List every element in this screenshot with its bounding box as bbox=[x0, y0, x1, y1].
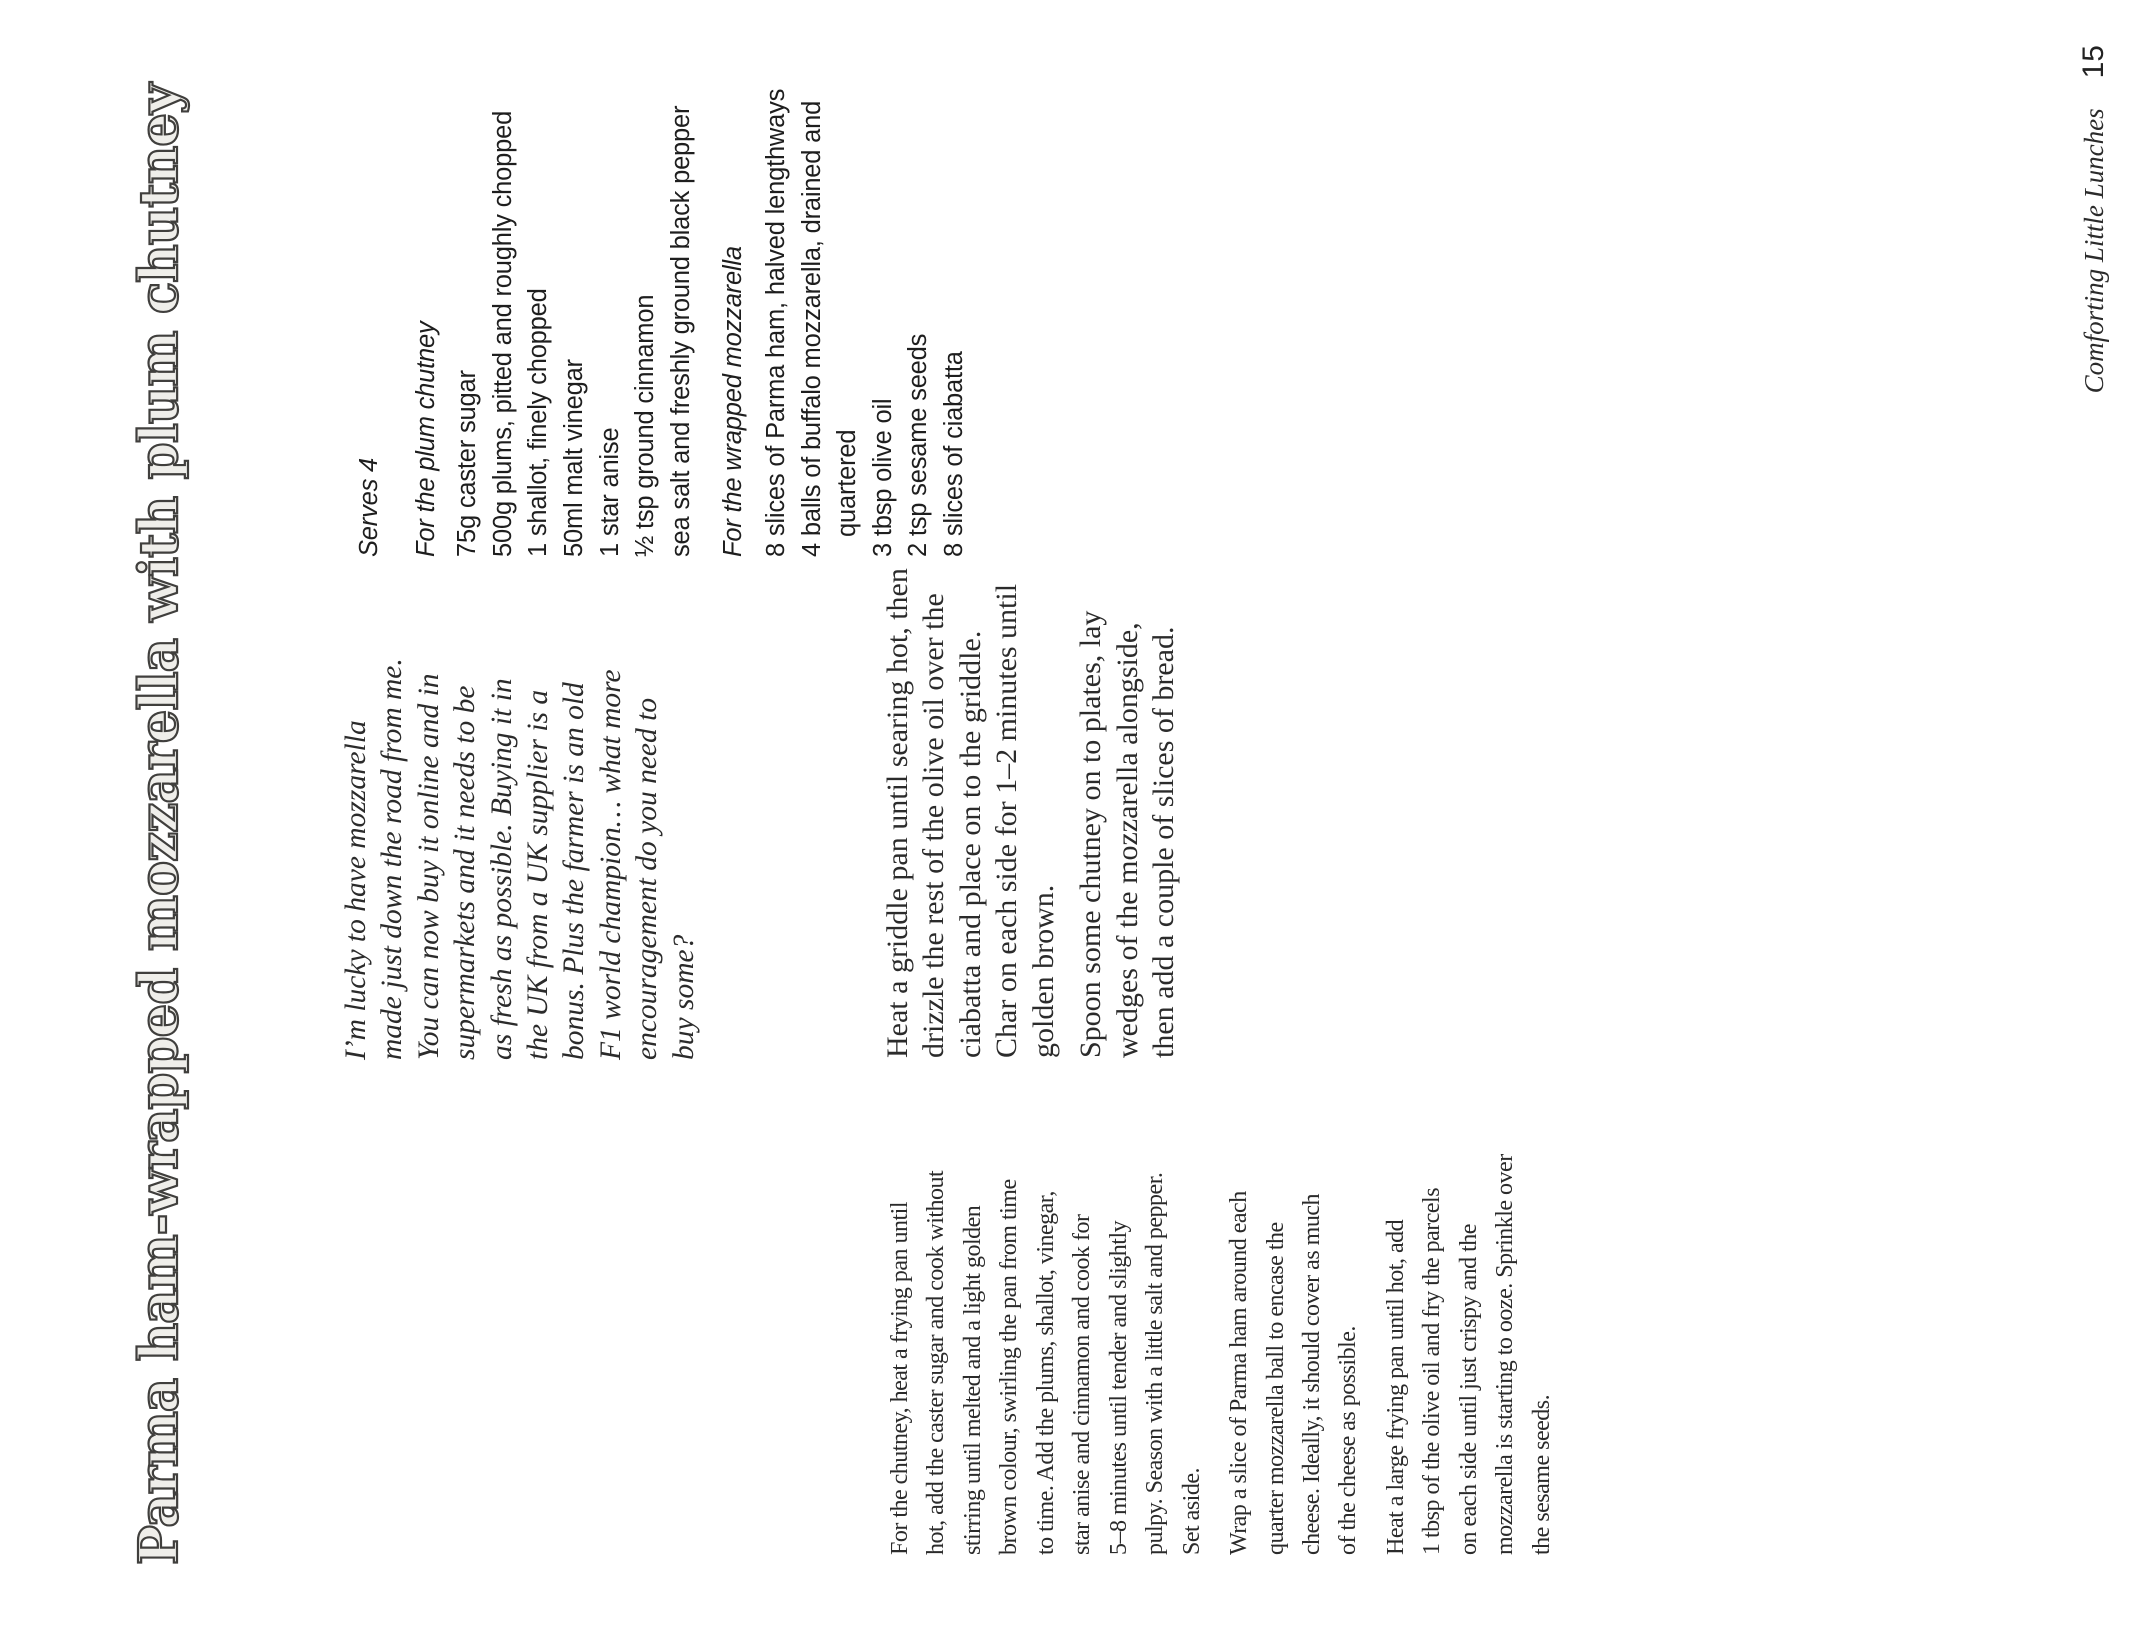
method-line: quarter mozzarella ball to encase the bbox=[1262, 1222, 1289, 1555]
ingredients-column bbox=[352, 89, 973, 557]
intro-line: F1 world champion… what more bbox=[594, 669, 627, 1060]
method-line: 1 tbsp of the olive oil and fry the parcels bbox=[1419, 1187, 1446, 1555]
method-line: the sesame seeds. bbox=[1528, 1394, 1555, 1555]
method-line: stirring until melted and a light golden bbox=[959, 1205, 986, 1555]
method-paragraph bbox=[1073, 568, 1182, 1058]
ingredients-header-chutney: For the plum chutney bbox=[411, 321, 440, 557]
method-line: drizzle the rest of the olive oil over the bbox=[917, 593, 951, 1058]
serves-label: Serves 4 bbox=[355, 457, 383, 557]
method-line: star anise and cinnamon and cook for bbox=[1069, 1214, 1096, 1555]
method-line: to time. Add the plums, shallot, vinegar, bbox=[1032, 1191, 1059, 1555]
ingredient-line: 8 slices of ciabatta bbox=[939, 351, 968, 557]
intro-line: I’m lucky to have mozzarella bbox=[340, 720, 372, 1060]
method-line: hot, add the caster sugar and cook without bbox=[923, 1170, 950, 1555]
ingredients-header-mozzarella: For the wrapped mozzarella bbox=[719, 246, 748, 557]
ingredient-line: 1 shallot, finely chopped bbox=[524, 288, 553, 557]
method-line: Heat a large frying pan until hot, add bbox=[1382, 1219, 1409, 1555]
method-line: then add a couple of slices of bread. bbox=[1147, 626, 1181, 1058]
method-paragraph bbox=[880, 568, 1062, 1058]
intro-line: bonus. Plus the farmer is an old bbox=[558, 682, 591, 1060]
ingredient-line: 75g caster sugar bbox=[453, 370, 482, 557]
intro-line: encouragement do you need to bbox=[631, 697, 664, 1060]
intro-line: the UK from a UK supplier is a bbox=[522, 689, 555, 1060]
method-line: brown colour, swirling the pan from time bbox=[996, 1179, 1023, 1555]
ingredient-line: 50ml malt vinegar bbox=[559, 359, 588, 557]
method-line: mozzarella is starting to ooze. Sprinkle over bbox=[1492, 1154, 1519, 1555]
method-paragraph bbox=[882, 1154, 1210, 1555]
method-column-right bbox=[880, 568, 1183, 1058]
intro-line: You can now buy it online and in bbox=[412, 673, 445, 1060]
method-column-left bbox=[882, 1154, 1560, 1555]
method-line: of the cheese as possible. bbox=[1335, 1326, 1362, 1555]
method-paragraph bbox=[1221, 1154, 1367, 1555]
ingredient-line: sea salt and freshly ground black pepper bbox=[666, 105, 695, 557]
footer-section-title: Comforting Little Lunches bbox=[2079, 108, 2109, 394]
ingredient-line: 4 balls of buffalo mozzarella, drained and bbox=[797, 100, 826, 557]
method-line: Char on each side for 1–2 minutes until bbox=[990, 583, 1024, 1058]
ingredient-line: 2 tsp sesame seeds bbox=[904, 333, 933, 557]
method-line: pulpy. Season with a little salt and pepper. bbox=[1142, 1172, 1169, 1555]
ingredient-line: 500g plums, pitted and roughly chopped bbox=[488, 110, 517, 557]
page-title: Parma ham-wrapped mozzarella with plum chutney bbox=[128, 84, 190, 1565]
method-line: cheese. Ideally, it should cover as much bbox=[1298, 1194, 1325, 1555]
method-line: on each side until just crispy and the bbox=[1455, 1224, 1482, 1555]
method-line: Wrap a slice of Parma ham around each bbox=[1226, 1191, 1253, 1555]
method-line: Set aside. bbox=[1178, 1468, 1205, 1555]
method-line: Heat a griddle pan until searing hot, then bbox=[881, 568, 914, 1058]
intro-line: as fresh as possible. Buying it in bbox=[485, 678, 518, 1060]
method-line: wedges of the mozzarella alongside, bbox=[1110, 622, 1144, 1058]
page-number: 15 bbox=[2077, 45, 2110, 79]
ingredient-line-continuation: quartered bbox=[833, 429, 862, 537]
intro-line: made just down the road from me. bbox=[376, 658, 409, 1060]
ingredient-line: 1 star anise bbox=[595, 427, 624, 557]
intro-line: buy some? bbox=[667, 934, 700, 1060]
method-line: Spoon some chutney on to plates, lay bbox=[1074, 610, 1108, 1058]
method-paragraph bbox=[1378, 1154, 1560, 1555]
ingredient-line: 8 slices of Parma ham, halved lengthways bbox=[761, 88, 790, 557]
method-line: 5–8 minutes until tender and slightly bbox=[1105, 1220, 1132, 1555]
intro-line: supermarkets and it needs to be bbox=[449, 685, 482, 1060]
ingredient-line: ½ tsp ground cinnamon bbox=[631, 294, 660, 557]
intro-paragraph bbox=[338, 658, 702, 1060]
method-line: ciabatta and place on to the griddle. bbox=[953, 630, 987, 1058]
running-footer bbox=[2077, 45, 2111, 393]
method-line: golden brown. bbox=[1026, 884, 1060, 1058]
method-line: For the chutney, heat a frying pan until bbox=[887, 1201, 913, 1555]
ingredient-line: 3 tbsp olive oil bbox=[868, 398, 897, 557]
